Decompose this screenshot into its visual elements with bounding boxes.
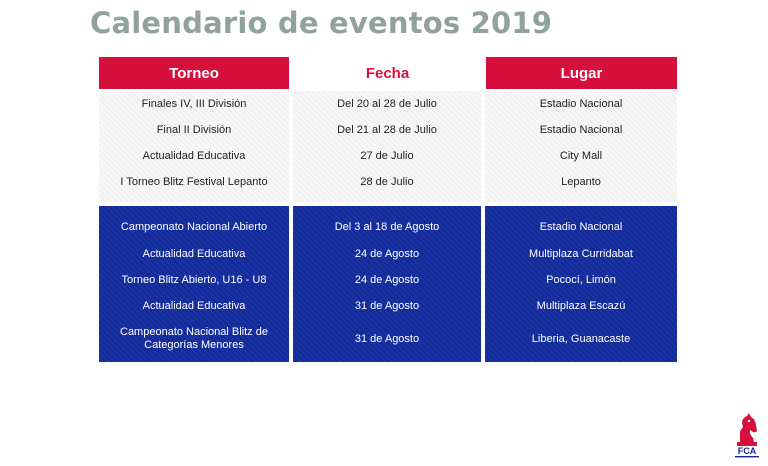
fecha-cell: 28 de Julio [360,175,414,188]
chess-knight-logo-icon [730,409,764,459]
lugar-cell: Pococí, Limón [546,273,616,286]
lugar-cell: City Mall [559,149,603,162]
lugar-cell: Estadio Nacional [539,123,623,136]
logo-text: FCA [737,446,757,456]
header-torneo: Torneo [99,57,289,89]
fecha-cell: 27 de Julio [360,149,414,162]
fecha-cell: 31 de Agosto [354,299,420,312]
torneo-cell: I Torneo Blitz Festival Lepanto [120,175,268,188]
torneo-cell: Final II División [156,123,232,136]
torneo-cell: Campeonato Nacional Abierto [120,220,268,233]
lugar-cell: Multiplaza Escazú [536,299,626,312]
torneo-cell: Actualidad Educativa [142,299,246,312]
july-events-table [99,91,677,202]
header-lugar: Lugar [486,57,677,89]
fecha-cell: 24 de Agosto [354,273,420,286]
torneo-cell: Torneo Blitz Abierto, U16 - U8 [121,273,267,286]
fecha-cell: Del 21 al 28 de Julio [337,123,437,136]
lugar-cell: Liberia, Guanacaste [531,332,631,345]
lugar-cell: Lepanto [561,175,601,188]
torneo-cell: Actualidad Educativa [142,247,246,260]
fecha-cell: Del 20 al 28 de Julio [337,97,437,110]
torneo-cell: Campeonato Nacional Blitz de Categorías Menores [120,326,268,351]
header-fecha: Fecha [294,57,481,89]
page-title: Calendario de eventos 2019 [90,6,553,40]
torneo-cell: Finales IV, III División [141,97,247,110]
lugar-cell: Multiplaza Curridabat [529,247,633,260]
torneo-cell: Actualidad Educativa [142,149,246,162]
fecha-cell: Del 3 al 18 de Agosto [334,220,440,233]
fecha-cell: 31 de Agosto [354,332,420,345]
lugar-cell: Estadio Nacional [539,220,623,233]
fecha-cell: 24 de Agosto [354,247,420,260]
august-events-table [99,206,677,362]
lugar-cell: Estadio Nacional [539,97,623,110]
